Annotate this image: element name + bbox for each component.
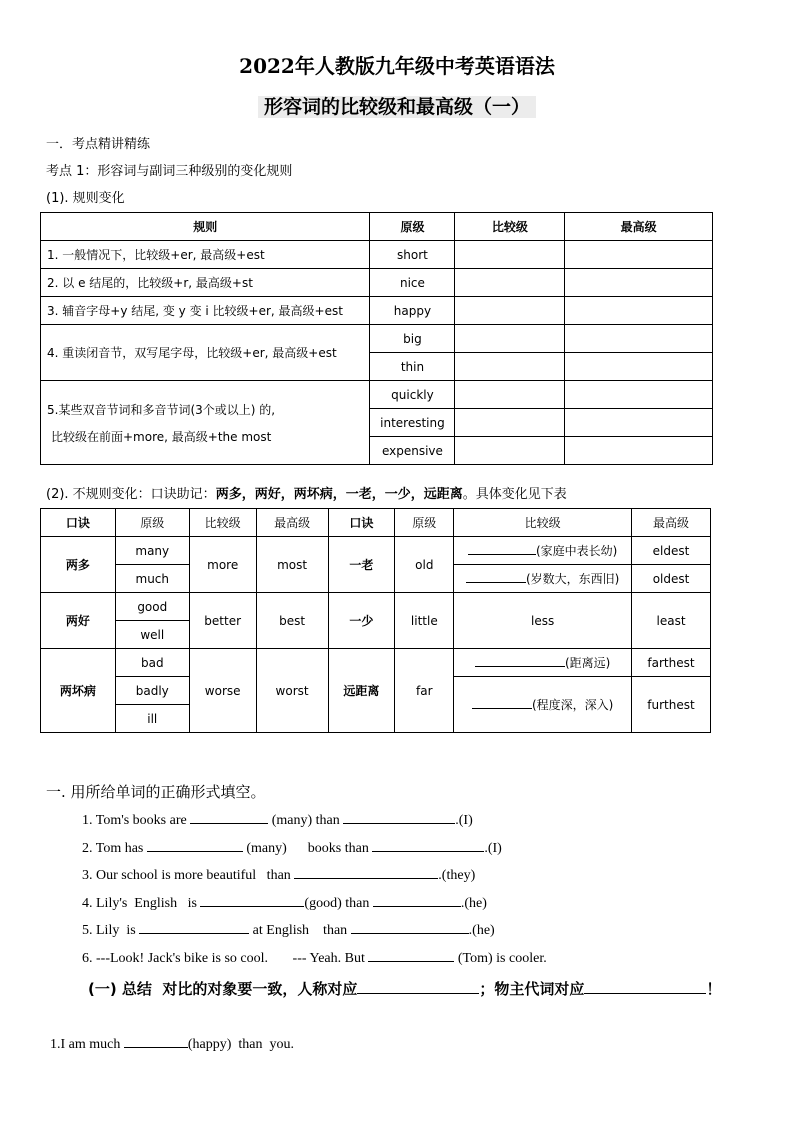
table-row: ill [41,705,711,733]
table-row: expensive [41,437,713,465]
exercise-item: 1.I am much (happy) than you. [50,1037,295,1052]
exercise-item: 6. ---Look! Jack's bike is so cool. --- Yeah. But (Tom) is cooler. [82,951,547,966]
exercise-item: 5. Lily is at English than .(he) [82,923,495,938]
answer-blank[interactable] [584,993,706,994]
exercise-item: 3. Our school is more beautiful than .(they) [82,868,476,883]
summary-line: (一) 总结 对比的对象要一致，人称对应 ；物主代词对应 ！ [88,980,722,998]
table-row: 规则 原级 比较级 最高级 [41,213,713,241]
table-row: interesting [41,409,713,437]
table-row: 1. 一般情况下，比较级+er, 最高级+est short [41,241,713,269]
table-row: 4. 重读闭音节，双写尾字母，比较级+er, 最高级+est big [41,325,713,353]
table-row: 2. 以 e 结尾的，比较级+r, 最高级+st nice [41,269,713,297]
table-row: 3. 辅音字母+y 结尾, 变 y 变 i 比较级+er, 最高级+est happy [41,297,713,325]
answer-blank[interactable] [343,823,455,824]
sub-heading-regular: (1). 规则变化 [46,191,125,206]
section-heading: 一．考点精讲精练 [46,137,151,152]
exercise-title: 一. 用所给单词的正确形式填空。 [46,783,266,801]
answer-blank[interactable] [368,961,454,962]
answer-blank[interactable] [147,851,243,852]
table-row: much (岁数大，东西旧) oldest [41,565,711,593]
table-row: 两坏病 bad worse worst 远距离 far (距离远) farthest [41,649,711,677]
exercise-item: 4. Lily's English is (good) than .(he) [82,896,487,911]
answer-blank[interactable] [351,933,469,934]
answer-blank[interactable] [357,993,479,994]
table-row: thin [41,353,713,381]
exercise-item: 2. Tom has (many) books than .(I) [82,841,502,856]
table-row: 两好 good better best 一少 little less least [41,593,711,621]
table-row: well [41,621,711,649]
page-title: 2022年人教版九年级中考英语语法 [239,54,555,78]
exercise-item: 1. Tom's books are (many) than .(I) [82,813,473,828]
table-row: badly (程度深，深入) furthest [41,677,711,705]
table-row: 5.某些双音节词和多音节词(3个或以上) 的, 比较级在前面+more, 最高级+the most quickly [41,381,713,409]
page-subtitle: 形容词的比较级和最高级（一） [0,92,794,119]
irregular-change-table [40,508,711,733]
sub-heading-irregular: (2). 不规则变化：口诀助记：两多，两好，两坏病，一老，一少，远距离。具体变化见下表 [46,487,567,502]
answer-blank[interactable] [373,906,461,907]
table-row: 两多 many more most 一老 old (家庭中表长幼) eldest [41,537,711,565]
answer-blank[interactable] [190,823,268,824]
answer-blank[interactable] [200,906,304,907]
answer-blank[interactable] [124,1047,188,1048]
answer-blank[interactable] [139,933,249,934]
point-heading: 考点 1：形容词与副词三种级别的变化规则 [46,164,293,179]
answer-blank[interactable] [294,878,438,879]
answer-blank[interactable] [372,851,484,852]
regular-change-table [40,212,713,465]
table-row: 口诀 原级 比较级 最高级 口诀 原级 比较级 最高级 [41,509,711,537]
